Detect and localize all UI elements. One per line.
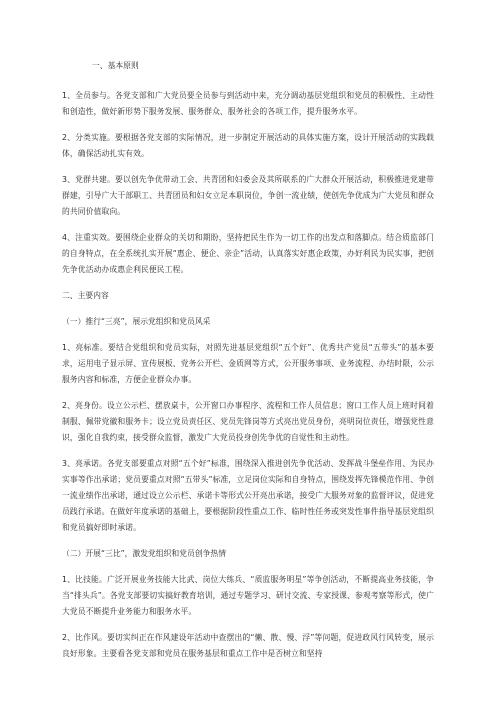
paragraph-focus-on-results: 4、注重实效。要围绕企业群众的关切和期盼，坚持把民生作为一切工作的出发点和落脚点。结合质监部门的自身特点，在全系统扎实开展“惠企、便企、亲企”活动，认真落实好惠企政策，办好利民为民实事，把创先争优活动办成惠企利民便民工程。: [62, 233, 434, 274]
paragraph-full-participation: 1、全员参与。各党支部和广大党员要全员参与到活动中来，充分调动基层党组织和党员的积极性、主动性和创造性，做好新形势下服务发展、服务群众、服务社会的各项工作，提升服务水平。: [62, 91, 434, 116]
paragraph-compare-skills: 1、比技能。广泛开展业务技能大比武、岗位大练兵、“质监服务明星”等争创活动，不断提高业务技能，争当“排头兵”。各党支部要切实搞好教育培训，通过专题学习、研讨交流、专家授课、参观考察等形式，使广大党员不断提升业务能力和服务水平。: [62, 575, 434, 616]
paragraph-show-standards: 1、亮标准。要结合党组织和党员实际，对照先进基层党组织“五个好”、优秀共产党员“五带头”的基本要求，运用电子显示屏、宣传展板、党务公开栏、金质网等方式，公开服务事项、业务流程、办结时限，公示服务内容和标准，方便企业群众办事。: [62, 343, 434, 384]
paragraph-party-mass-building: 3、党群共建。要以创先争优带动工会、共青团和妇委会及其所联系的广大群众开展活动，积极推进党建带群建，引导广大干部职工、共青团员和妇女立足本职岗位，争创一流业绩，使创先争优成为广大党员和群众的共同价值取向。: [62, 175, 434, 216]
subsection-heading-three-shows: （一）推行“三亮”，展示党组织和党员风采: [62, 317, 211, 326]
paragraph-show-commitment: 3、亮承诺。各党支部要重点对照“五个好”标准，围绕深入推进创先争优活动、发挥战斗堡垒作用、为民办实事等作出承诺；党员要重点对照“五带头”标准，立足岗位实际和自身特点，围绕发挥先锋模范作用、争创一流业绩作出承诺，通过设立公示栏、承诺卡等形式公开亮出承诺，接受广大服务对象的监督评议，促进党员践行承诺。在做好年度承诺的基础上，要根据阶段性重点工作、临时性任务或突发性事件指导基层党组织和党员搞好即时承诺。: [62, 459, 434, 532]
paragraph-classified-implementation: 2、分类实施。要根据各党支部的实际情况，进一步制定开展活动的具体实施方案，设计开展活动的实践载体，确保活动扎实有效。: [62, 133, 434, 158]
section-heading-main-content: 二、主要内容: [62, 291, 109, 300]
paragraph-show-identity: 2、亮身份。设立公示栏、摆放桌卡，公开窗口办事程序、流程和工作人员信息；窗口工作人员上班时间着制服、佩带党徽和服务卡；设立党员责任区、党员先锋岗等方式亮出党员身份，亮明岗位责任，增强党性意识，强化自我约束，接受群众监督，激发广大党员投身创先争优的自觉性和主动性。: [62, 401, 434, 442]
section-heading-basic-principles: 一、基本原则: [92, 61, 139, 70]
subsection-heading-three-comparisons: （二）开展“三比”，激发党组织和党员创争热情: [62, 549, 227, 558]
paragraph-compare-style: 2、比作风。要切实纠正在作风建设年活动中查摆出的“懒、散、慢、浮”等问题，促进政风行风转变，展示良好形象。主要看各党支部和党员在服务基层和重点工作中是否树立和坚持: [62, 633, 434, 658]
